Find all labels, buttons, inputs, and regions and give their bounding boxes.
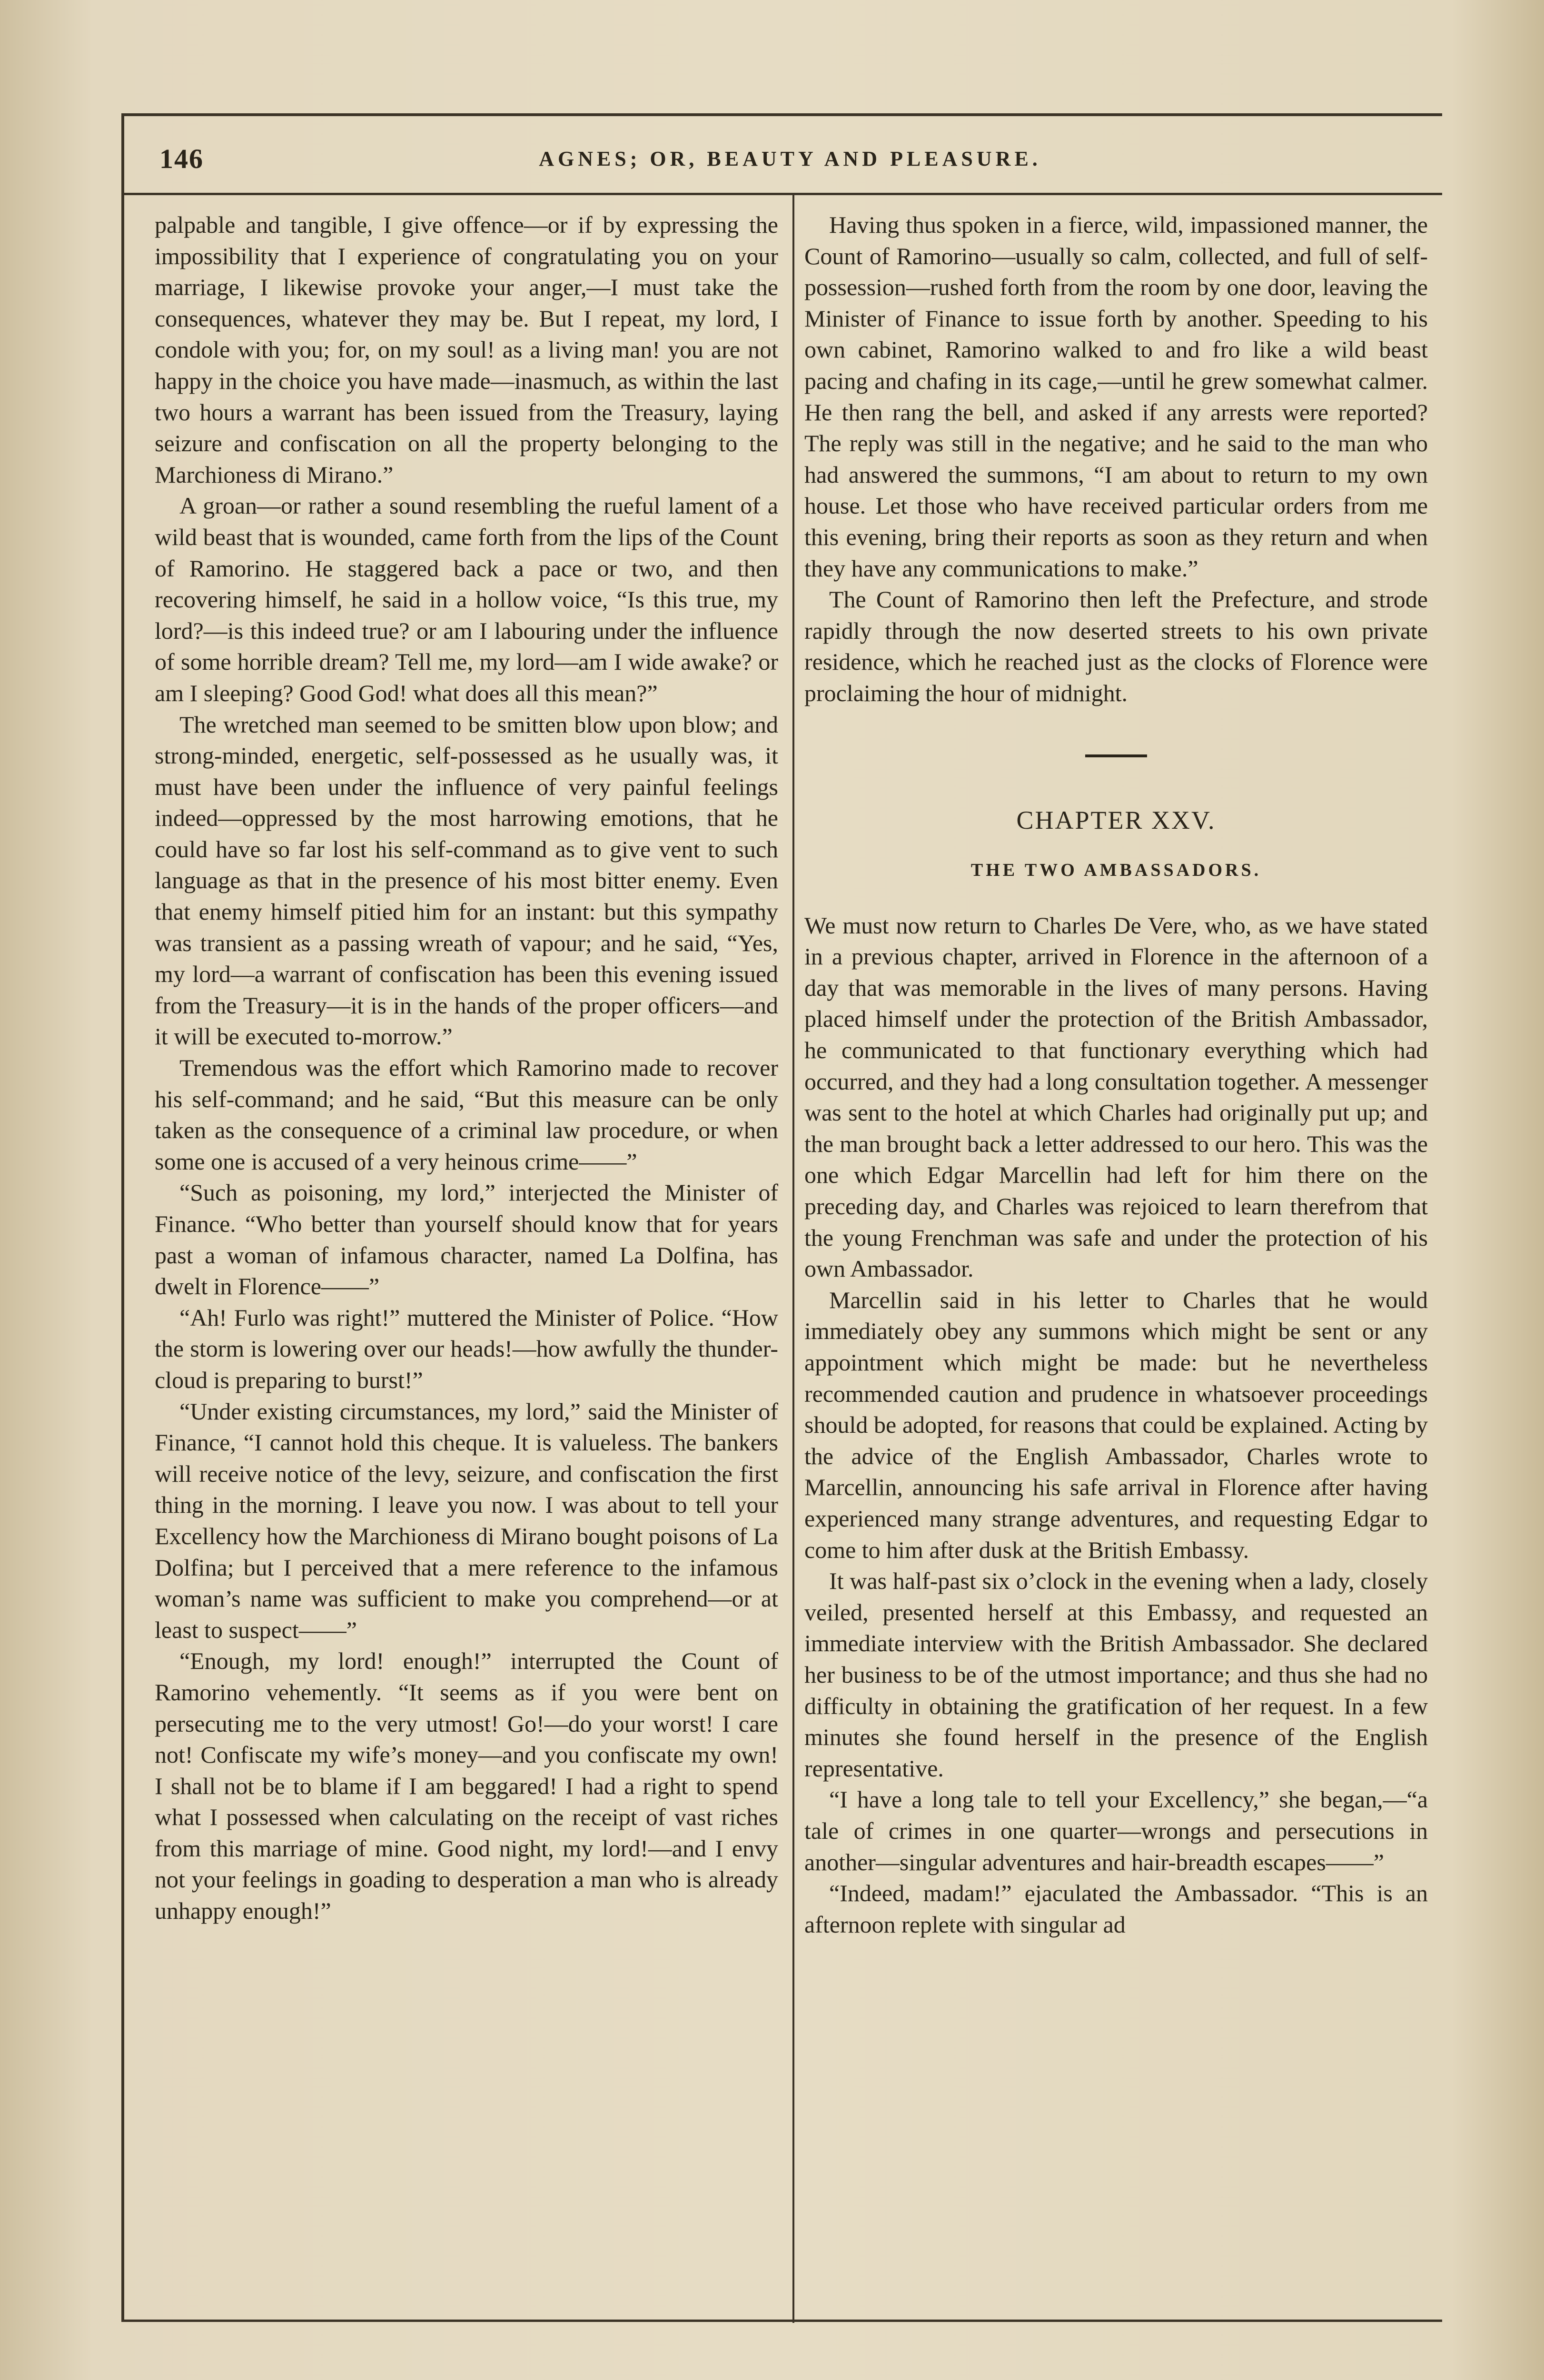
paragraph: “I have a long tale to tell your Excellency,” she began,—“a tale of crimes in one quarter—wrongs and persecutions in another—singular adventures and hair-breadth escapes——” <box>804 1786 1428 1875</box>
paragraph: A groan—or rather a sound resembling the rueful lament of a wild beast that is wounded, came forth from the lips of the Count of Ramorino. He staggered back a pace or two, and then recovering himself, he said in a hollow voice, “Is this true, my lord?—is this indeed true? or am I labouring under the influence of some horrible dream? Tell me, my lord—am I wide awake? or am I sleeping? Good God! what does all this mean?” <box>155 492 778 706</box>
chapter-title: CHAPTER XXV. <box>1016 805 1216 834</box>
top-rule <box>124 113 1442 116</box>
chapter-separator <box>1085 754 1147 757</box>
paragraph: It was half-past six o’clock in the evening when a lady, closely veiled, presented herself at this Embassy, and requested an immediate interview with the British Ambassador. She declared her business to be of the utmost importance; and thus she had no difficulty in obtaining the gratification of her request. In a few minutes she found herself in the presence of the English representative. <box>804 1567 1428 1782</box>
right-column <box>804 209 1428 1940</box>
page-number: 146 <box>159 143 204 174</box>
paragraph: “Enough, my lord! enough!” interrupted the Count of Ramorino vehemently. “It seems as if you were bent on persecuting me to the very utmost! Go!—do your worst! I care not! Confiscate my wife’s money—and you confiscate my own! I shall not be to blame if I am beggared! I had a right to spend what I possessed when calculating on the receipt of vast riches from this marriage of mine. Good night, my lord!—and I envy not your feelings in goading to desperation a man who is already unhappy enough!” <box>155 1647 778 1924</box>
paragraph: Having thus spoken in a fierce, wild, impassioned manner, the Count of Ramorino—usually so calm, collected, and full of self-possession—rushed forth from the room by one door, leaving the Minister of Finance to issue forth by another. Speeding to his own cabinet, Ramorino walked to and fro like a wild beast pacing and chafing in its cage,—until he grew somewhat calmer. He then rang the bell, and asked if any arrests were reported? The reply was still in the negative; and he said to the man who had answered the summons, “I am about to return to my own house. Let those who have received particular orders from me this evening, bring their reports as soon as they return and when they have any communications to make.” <box>804 211 1428 582</box>
chapter-subtitle: THE TWO AMBASSADORS. <box>970 860 1262 881</box>
paragraph: “Indeed, madam!” ejaculated the Ambassador. “This is an afternoon replete with singular ad <box>804 1880 1428 1938</box>
paragraph: “Ah! Furlo was right!” muttered the Minister of Police. “How the storm is lowering over our heads!—how awfully the thunder-cloud is preparing to burst!” <box>155 1304 778 1393</box>
paragraph: We must now return to Charles De Vere, who, as we have stated in a previous chapter, arrived in Florence in the afternoon of a day that was memorable in the lives of many persons. Having placed himself under the protection of the British Ambassador, he communicated to that functionary everything which had occurred, and they had a long consultation together. A messenger was sent to the hotel at which Charles had originally put up; and the man brought back a letter addressed to our hero. This was the one which Edgar Marcellin had left for him there on the preceding day, and Charles was rejoiced to learn therefrom that the young Frenchman was safe and under the protection of his own Ambassador. <box>804 912 1428 1282</box>
paragraph: “Such as poisoning, my lord,” interjected the Minister of Finance. “Who better than yourself should know that for years past a woman of infamous character, named La Dolfina, has dwelt in Florence——” <box>155 1179 778 1300</box>
bottom-rule <box>124 2320 1442 2322</box>
paragraph: The wretched man seemed to be smitten blow upon blow; and strong-minded, energetic, self-possessed as he usually was, it must have been under the influence of very painful feelings indeed—oppressed by the most harrowing emotions, that he could have so far lost his self-command as to give vent to such language as that in the presence of his most bitter enemy. Even that enemy himself pitied him for an instant: but this sympathy was transient as a passing wreath of vapour; and he said, “Yes, my lord—a warrant of confiscation has been this evening issued from the Treasury—it is in the hands of the proper officers—and it will be executed to-morrow.” <box>155 711 778 1050</box>
paragraph: Tremendous was the effort which Ramorino made to recover his self-command; and he said, “But this measure can be only taken as the consequence of a criminal law procedure, or when some one is accused of a very heinous crime——” <box>155 1054 778 1175</box>
paragraph: palpable and tangible, I give offence—or if by expressing the impossibility that I experience of congratulating you on your marriage, I likewise provoke your anger,—I must take the consequences, whatever they may be. But I repeat, my lord, I condole with you; for, on my soul! as a living man! you are not happy in the choice you have made—inasmuch, as within the last two hours a warrant has been issued from the Treasury, laying seizure and confiscation on all the property belonging to the Marchioness di Mirano.” <box>155 211 778 488</box>
running-head: AGNES; OR, BEAUTY AND PLEASURE. <box>539 147 1041 170</box>
left-border <box>121 113 124 2322</box>
left-column <box>155 209 778 1927</box>
paragraph: Marcellin said in his letter to Charles that he would immediately obey any summons which might be sent or any appointment which might be made: but he nevertheless recommended caution and prudence in whatsoever proceedings should be adopted, for reasons that could be explained. Acting by the advice of the English Ambassador, Charles wrote to Marcellin, announcing his safe arrival in Florence after having experienced many strange adventures, and requesting Edgar to come to him after dusk at the British Embassy. <box>804 1286 1428 1563</box>
header-rule <box>124 193 1442 195</box>
column-divider <box>792 195 794 2323</box>
paragraph: The Count of Ramorino then left the Prefecture, and strode rapidly through the now deserted streets to his own private residence, which he reached just as the clocks of Florence were proclaiming the hour of midnight. <box>804 586 1428 706</box>
paragraph: “Under existing circumstances, my lord,” said the Minister of Finance, “I cannot hold this cheque. It is valueless. The bankers will receive notice of the levy, seizure, and confiscation the first thing in the morning. I leave you now. I was about to tell your Excellency how the Marchioness di Mirano bought poisons of La Dolfina; but I perceived that a mere reference to the infamous woman’s name was sufficient to make you comprehend—or at least to suspect——” <box>155 1398 778 1643</box>
